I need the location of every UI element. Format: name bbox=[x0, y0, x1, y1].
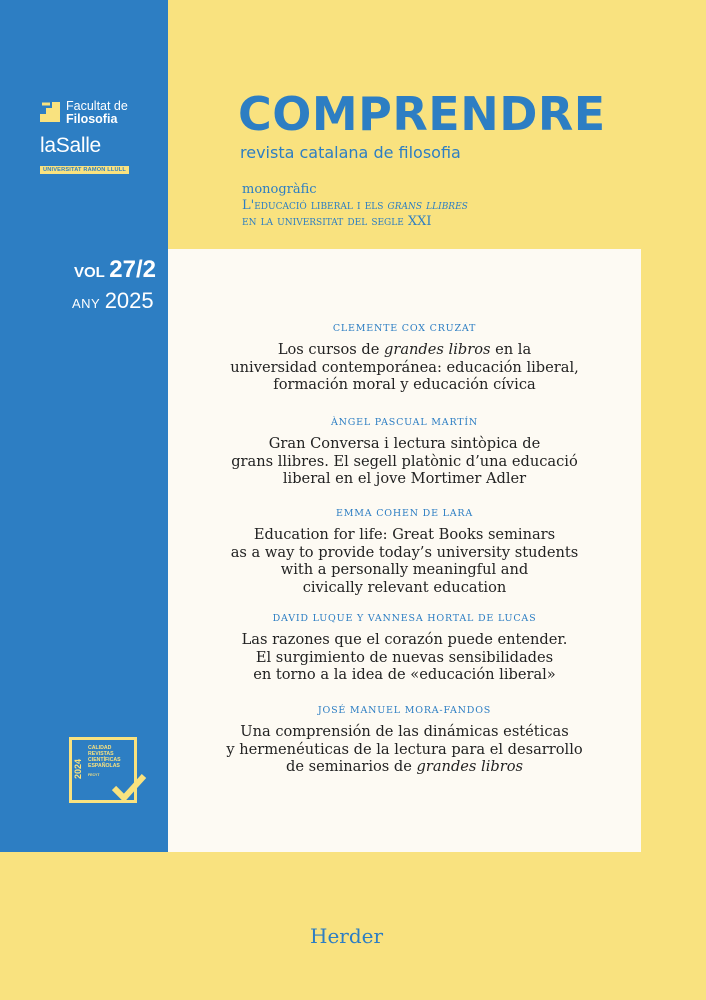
article-1 bbox=[168, 323, 641, 394]
article-title bbox=[168, 631, 641, 684]
checkmark-icon bbox=[110, 770, 150, 810]
title-line: grans llibres. El segell platònic d’una educació bbox=[231, 452, 578, 470]
seal-line-4: ESPAÑOLAS bbox=[88, 763, 120, 769]
article-4 bbox=[168, 613, 641, 684]
article-title bbox=[168, 526, 641, 596]
article-author: DAVID LUQUE Y VANNESA HORTAL DE LUCAS bbox=[272, 613, 537, 624]
seal-line-2: REVISTAS bbox=[88, 751, 114, 757]
article-title bbox=[168, 341, 641, 394]
journal-title: COMPRENDRE bbox=[238, 87, 606, 141]
seal-line-3: CIENTÍFICAS bbox=[88, 757, 121, 763]
article-5 bbox=[168, 705, 641, 776]
lasalle-logo: laSalle bbox=[40, 134, 101, 157]
monograph-label: monogràfic bbox=[242, 182, 317, 197]
faculty-line2: Filosofia bbox=[66, 112, 118, 126]
monograph-heading bbox=[242, 182, 468, 230]
title-line: civically relevant education bbox=[302, 578, 507, 596]
title-line: Una comprensión de las dinámicas estéticas bbox=[240, 723, 569, 740]
stairs-logo-icon bbox=[40, 100, 60, 122]
title-line: El surgimiento de nuevas sensibilidades bbox=[255, 648, 554, 666]
vol-label: VOL bbox=[74, 264, 105, 281]
contents-panel bbox=[168, 249, 641, 852]
seal-line-1: CALIDAD bbox=[88, 745, 112, 751]
publisher-name: Herder bbox=[310, 924, 384, 948]
title-line: liberal en el jove Mortimer Adler bbox=[282, 470, 527, 487]
article-author: EMMA COHEN DE LARA bbox=[335, 508, 474, 519]
title-part: de seminarios de bbox=[286, 758, 417, 775]
title-italic: grandes libros bbox=[384, 341, 491, 358]
volume bbox=[74, 256, 156, 284]
faculty-line1: Facultat de bbox=[66, 99, 128, 113]
monograph-title-italic: grans llibres bbox=[387, 198, 468, 213]
title-line: Education for life: Great Books seminars bbox=[253, 526, 556, 543]
quality-seal bbox=[69, 737, 137, 803]
seal-year: 2024 bbox=[73, 758, 83, 780]
title-line: with a personally meaningful and bbox=[280, 561, 529, 578]
title-line: universidad contemporánea: educación liberal, bbox=[230, 358, 579, 376]
year-label: ANY bbox=[72, 296, 101, 311]
title-line: as a way to provide today’s university students bbox=[230, 543, 579, 561]
title-line: en torno a la idea de «educación liberal» bbox=[253, 666, 556, 683]
article-author: ÀNGEL PASCUAL MARTÍN bbox=[330, 417, 479, 428]
faculty-logo bbox=[40, 100, 160, 175]
title-part: Los cursos de bbox=[277, 341, 385, 358]
monograph-title-line2: en la universitat del segle XXI bbox=[242, 214, 432, 229]
article-2 bbox=[168, 417, 641, 488]
lasalle-subtitle: UNIVERSITAT RAMON LLULL bbox=[40, 166, 129, 174]
title-line: Gran Conversa i lectura sintòpica de bbox=[268, 435, 541, 452]
article-author: CLEMENTE COX CRUZAT bbox=[332, 323, 477, 334]
title-part: en la bbox=[490, 341, 532, 358]
vol-number: 27/2 bbox=[109, 256, 157, 283]
article-3 bbox=[168, 508, 641, 596]
year bbox=[72, 288, 154, 314]
title-line: y hermenéuticas de la lectura para el desarrollo bbox=[226, 740, 583, 758]
seal-fecyt: FECYT bbox=[88, 773, 100, 777]
year-value: 2025 bbox=[104, 288, 154, 313]
article-title bbox=[168, 435, 641, 488]
title-italic: grandes libros bbox=[416, 758, 523, 775]
title-line: formación moral y educación cívica bbox=[273, 376, 536, 393]
article-title bbox=[168, 723, 641, 776]
title-line: Las razones que el corazón puede entender. bbox=[241, 631, 568, 648]
journal-subtitle: revista catalana de filosofia bbox=[240, 143, 461, 162]
monograph-title-a: L'educació liberal i els bbox=[242, 198, 388, 213]
article-author: JOSÉ MANUEL MORA-FANDOS bbox=[317, 705, 492, 716]
